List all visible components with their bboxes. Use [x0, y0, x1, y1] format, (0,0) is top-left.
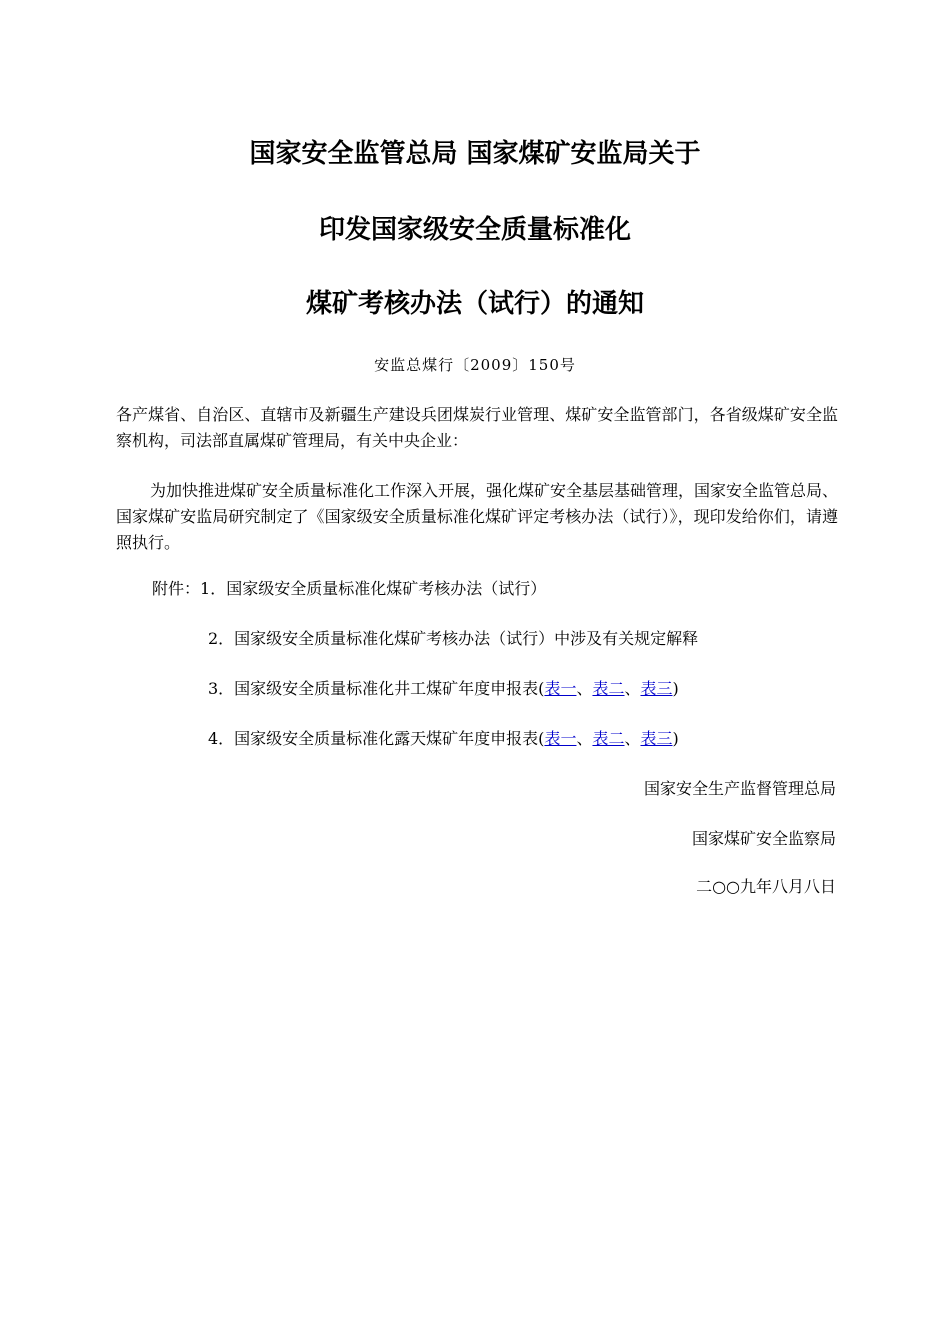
table-2-link[interactable]: 表二 — [592, 679, 625, 698]
table-3-link[interactable]: 表三 — [640, 729, 673, 748]
signature-date: 二○○九年八月八日 — [696, 877, 836, 896]
document-number: 安监总煤行〔2009〕150号 — [374, 356, 576, 374]
body-paragraph: 为加快推进煤矿安全质量标准化工作深入开展，强化煤矿安全基层基础管理，国家安全监管总局、国家煤矿安监局研究制定了《国家级安全质量标准化煤矿评定考核办法（试行）》，现印发给你们，请遵照执行。 — [116, 481, 839, 552]
separator: 、 — [576, 729, 593, 748]
attachment-item-3 — [208, 676, 679, 702]
attachment-item-2-text: 2．国家级安全质量标准化煤矿考核办法（试行）中涉及有关规定解释 — [208, 629, 699, 648]
addressee-paragraph: 各产煤省、自治区、直辖市及新疆生产建设兵团煤炭行业管理、煤矿安全监管部门，各省级煤矿安全监察机构，司法部直属煤矿管理局，有关中央企业： — [116, 405, 838, 450]
separator: 、 — [624, 729, 641, 748]
attachment-item-1 — [152, 576, 546, 602]
attachment-prefix: 附件： — [152, 579, 201, 598]
table-2-link[interactable]: 表二 — [592, 729, 625, 748]
table-1-link[interactable]: 表一 — [544, 729, 577, 748]
document-title-line-3: 煤矿考核办法（试行）的通知 — [305, 289, 644, 319]
closing-paren: ) — [672, 729, 679, 748]
attachment-item-2 — [208, 626, 698, 652]
signature-org-2: 国家煤矿安全监察局 — [691, 829, 836, 848]
table-3-link[interactable]: 表三 — [640, 679, 673, 698]
attachment-item-1-text: 1．国家级安全质量标准化煤矿考核办法（试行） — [200, 579, 547, 598]
document-title-line-1: 国家安全监管总局 国家煤矿安监局关于 — [249, 139, 701, 169]
attachment-item-3-text: 3．国家级安全质量标准化井工煤矿年度申报表( — [208, 679, 545, 698]
closing-paren: ) — [672, 679, 679, 698]
separator: 、 — [576, 679, 593, 698]
table-1-link[interactable]: 表一 — [544, 679, 577, 698]
separator: 、 — [624, 679, 641, 698]
document-title-line-2: 印发国家级安全质量标准化 — [318, 215, 631, 245]
signature-org-1: 国家安全生产监督管理总局 — [643, 779, 836, 798]
attachment-item-4-text: 4．国家级安全质量标准化露天煤矿年度申报表( — [208, 729, 545, 748]
attachment-item-4 — [208, 726, 679, 752]
